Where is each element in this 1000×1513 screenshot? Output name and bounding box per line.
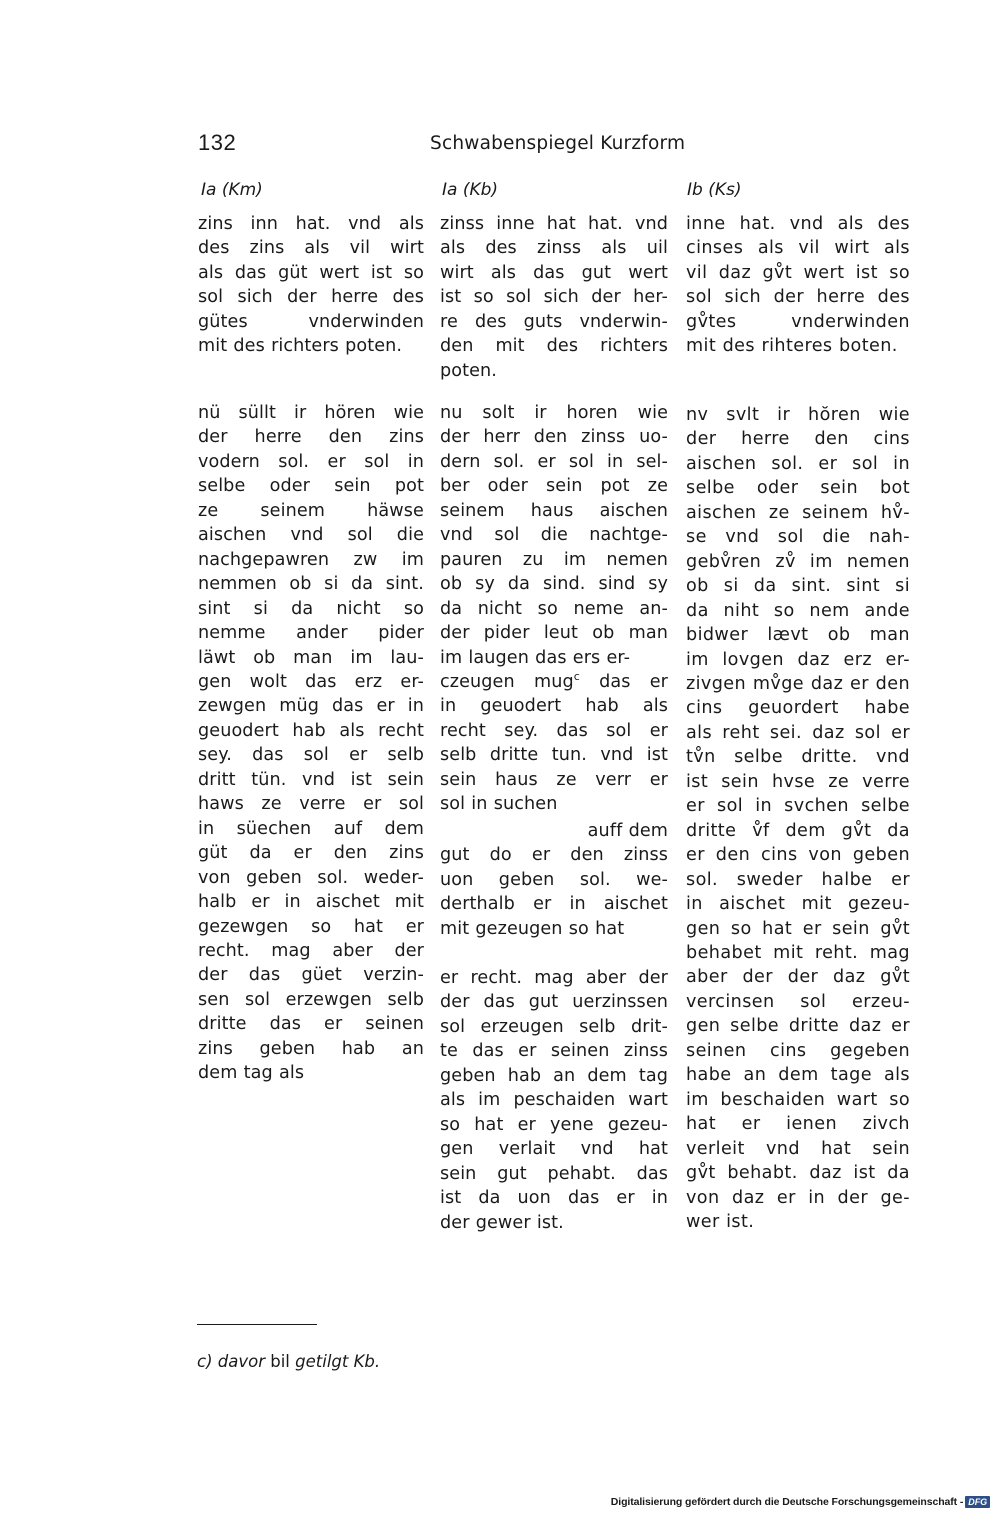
kb-b2a-line: da nicht so neme an-	[440, 598, 668, 619]
km-b1-line: sol sich der herre des	[198, 287, 424, 308]
km-b2-line: nü süllt ir hören wie	[198, 403, 424, 423]
kb-b2b-line: selb dritte tun. vnd ist	[440, 745, 668, 766]
ks-b2-line: in aischet mit gezeu-	[686, 894, 910, 915]
kb-mug-after: das er	[579, 671, 668, 692]
footnote-roman: bil	[270, 1352, 290, 1371]
kb-b2a-line: der pider leut ob man	[440, 623, 668, 644]
ks-b2-line: der herre den cins	[686, 429, 910, 450]
ks-b2-line: verleit vnd hat sein	[686, 1138, 910, 1159]
km-b2-line: gezewgen so hat er	[198, 916, 424, 937]
km-b1-line: mit des richters poten.	[198, 336, 403, 357]
km-b2-line: der das güet verzin-	[198, 965, 424, 986]
kb-b2a-line: der herr den zinss uo-	[440, 427, 668, 448]
kb-b1-line: als des zinss als uil	[440, 238, 668, 259]
ks-b2-line: bidwer lævt ob man	[686, 625, 910, 646]
ks-b2-line: vercinsen sol erzeu-	[686, 991, 910, 1012]
ks-b2-line: hat er ienen zivch	[686, 1114, 910, 1135]
kb-b4-line: als im peschaiden wart	[440, 1090, 668, 1111]
ks-b2-line: cins geuordert habe	[686, 698, 910, 719]
kb-b3-line: gut do er den zinss	[440, 845, 668, 866]
kb-b2a-line: seinem haus aischen	[440, 500, 668, 521]
ks-b2-line: da niht so nem ande	[686, 600, 910, 621]
ks-b2-line: wer ist.	[686, 1211, 755, 1232]
km-b2-line: aischen vnd sol die	[198, 525, 424, 546]
km-b2-line: dritt tün. vnd ist sein	[198, 769, 424, 790]
km-b2-line: sint si da nicht so	[198, 598, 424, 619]
column-heading-km: Ia (Km)	[201, 180, 263, 200]
column-ks	[686, 212, 910, 359]
ks-b2-line: im lovgen daz erz er-	[686, 649, 910, 670]
kb-b2b-line: recht sey. das sol er	[440, 720, 668, 741]
kb-b1-line: poten.	[440, 360, 497, 381]
ks-block-1	[686, 212, 910, 359]
footnote-italic-1: davor	[217, 1352, 265, 1371]
footnote-mark-c: c	[573, 670, 580, 684]
km-b1-line: als das güt wert ist so	[198, 262, 424, 283]
kb-footnote-line	[440, 670, 668, 694]
ks-b2-line: sol. sweder halbe er	[686, 869, 910, 890]
km-b2-line: von geben sol. weder-	[198, 867, 424, 888]
ks-b2-line: gen selbe dritte daz er	[686, 1016, 910, 1037]
km-b2-line: selbe oder sein pot	[198, 476, 424, 497]
ks-b2-line: ist sein hvse ze verre	[686, 771, 910, 792]
kb-b2a-line: ber oder sein pot ze	[440, 476, 668, 497]
kb-b3-line: mit gezeugen so hat	[440, 918, 625, 939]
ks-b2-line: ob si da sint. sint si	[686, 576, 910, 597]
km-b1-line: zins inn hat. vnd als	[198, 214, 424, 234]
km-b2-line: in süechen auf dem	[198, 818, 424, 839]
kb-b1-line: den mit des richters	[440, 336, 668, 357]
footnote	[197, 1352, 380, 1371]
kb-b4-line: er recht. mag aber der	[440, 968, 668, 988]
column-kb-third	[440, 819, 668, 941]
kb-b2a-line: dern sol. er sol in sel-	[440, 451, 668, 472]
ks-b2-line: seinen cins gegeben	[686, 1040, 910, 1061]
dfg-credit-text: Digitalisierung gefördert durch die Deutsche Forschungsgemeinschaft -	[610, 1496, 964, 1508]
ks-b2-line: gebv̊ren zv̊ im nemen	[686, 551, 910, 572]
ks-b2-line: von daz er in der ge-	[686, 1187, 910, 1208]
km-b2-line: ze seinem häwse	[198, 500, 424, 521]
km-block-1	[198, 212, 424, 359]
ks-b1-line: sol sich der herre des	[686, 287, 910, 308]
column-heading-ks: Ib (Ks)	[687, 180, 742, 200]
kb-b2a-line: pauren zu im nemen	[440, 549, 668, 570]
kb-b3-line: uon geben sol. we-	[440, 869, 668, 890]
ks-b2-line: zivgen mv̊ge daz er den	[686, 673, 910, 694]
column-km-second	[198, 401, 424, 1086]
ks-b2-line: nv svlt ir hŏren wie	[686, 405, 910, 425]
kb-b4-line: ist da uon das er in	[440, 1188, 668, 1209]
kb-b4-line: geben hab an dem tag	[440, 1065, 668, 1086]
km-b2-line: halb er in aischet mit	[198, 892, 424, 913]
km-b2-line: sen sol erzewgen selb	[198, 989, 424, 1010]
ks-b2-line: aischen sol. er sol in	[686, 453, 910, 474]
kb-b4-line: te das er seinen zinss	[440, 1041, 668, 1062]
kb-b4-line: gen verlait vnd hat	[440, 1139, 668, 1160]
ks-b2-line: gv̊t behabt. daz ist da	[686, 1163, 910, 1184]
kb-b2a-line: im laugen das ers er-	[440, 647, 631, 668]
dfg-credit	[611, 1496, 990, 1508]
column-km	[198, 212, 424, 359]
kb-b4-line: sein gut pehabt. das	[440, 1163, 668, 1184]
km-b2-line: recht. mag aber der	[198, 940, 424, 961]
kb-block-1	[440, 212, 668, 383]
km-b2-line: sey. das sol er selb	[198, 745, 424, 766]
km-b2-line: nemmen ob si da sint.	[198, 574, 424, 595]
km-b2-line: gen wolt das erz er-	[198, 671, 424, 692]
km-b2-line: nemme ander pider	[198, 623, 424, 644]
ks-b2-line: tv̊n selbe dritte. vnd	[686, 747, 910, 768]
column-ks-second	[686, 403, 910, 1234]
footnote-rule	[197, 1324, 317, 1325]
ks-b1-line: cinses als vil wirt als	[686, 238, 910, 259]
kb-b2a-line: vnd sol die nachtge-	[440, 525, 668, 546]
column-kb-second	[440, 401, 668, 817]
km-b2-line: nachgepawren zw im	[198, 549, 424, 570]
dfg-logo: DFG	[965, 1496, 990, 1508]
kb-b4-line: sol erzeugen selb drit-	[440, 1016, 668, 1037]
km-b2-line: der herre den zins	[198, 427, 424, 448]
km-b2-line: läwt ob man im lau-	[198, 647, 424, 668]
ks-b2-line: er sol in svchen selbe	[686, 796, 910, 817]
kb-b4-line: der gewer ist.	[440, 1212, 564, 1233]
kb-b1-line: ist so sol sich der her-	[440, 287, 668, 308]
km-b2-line: dritte das er seinen	[198, 1014, 424, 1035]
kb-b4-line: so hat er yene gezeu-	[440, 1114, 668, 1135]
ks-b2-line: selbe oder sein bot	[686, 478, 910, 499]
km-b2-line: güt da er den zins	[198, 843, 424, 864]
kb-b2b-line: in geuodert hab als	[440, 696, 668, 717]
kb-block-2b	[440, 694, 668, 816]
ks-b2-line: aber der der daz gv̊t	[686, 967, 910, 988]
ks-b2-line: se vnd sol die nah-	[686, 527, 910, 548]
kb-b1-line: zinss inne hat hat. vnd	[440, 214, 668, 234]
km-b2-line: vodern sol. er sol in	[198, 451, 424, 472]
ks-b2-line: im beschaiden wart so	[686, 1089, 910, 1110]
kb-block-3	[440, 843, 668, 941]
km-b2-line: haws ze verre er sol	[198, 794, 424, 815]
km-b2-line: dem tag als	[198, 1063, 305, 1084]
footnote-label: c)	[197, 1352, 213, 1371]
ks-b1-line: vil daz gv̊t wert ist so	[686, 262, 910, 283]
kb-b2a-line: nu solt ir horen wie	[440, 403, 668, 423]
kb-b2b-line: sein haus ze verr er	[440, 769, 668, 790]
kb-b4-line: der das gut uerzinssen	[440, 992, 668, 1013]
kb-b2a-line: ob sy da sind. sind sy	[440, 574, 668, 595]
ks-b1-line: gv̊tes vnderwinden	[686, 311, 910, 332]
ks-b2-line: er den cins von geben	[686, 845, 910, 866]
footnote-italic-2: getilgt Kb.	[295, 1352, 381, 1371]
kb-block-3-first: auff dem	[587, 821, 668, 841]
km-b1-line: gütes vnderwinden	[198, 311, 424, 332]
km-b1-line: des zins als vil wirt	[198, 238, 424, 259]
ks-b2-line: habe an dem tage als	[686, 1065, 910, 1086]
ks-b1-line: inne hat. vnd als des	[686, 214, 910, 234]
column-kb	[440, 212, 668, 383]
km-block-2	[198, 401, 424, 1086]
ks-b1-line: mit des rihteres boten.	[686, 336, 898, 357]
column-heading-kb: Ia (Kb)	[442, 180, 499, 200]
page-number: 132	[198, 130, 237, 155]
kb-block-2a	[440, 401, 668, 670]
km-b2-line: zins geben hab an	[198, 1038, 424, 1059]
kb-b2b-line: sol in suchen	[440, 794, 558, 815]
ks-b2-line: als reht sei. daz sol er	[686, 722, 910, 743]
kb-b3-line: derthalb er in aischet	[440, 894, 668, 915]
km-b2-line: zewgen müg das er in	[198, 696, 424, 717]
km-b2-line: geuodert hab als recht	[198, 720, 424, 741]
ks-block-2	[686, 403, 910, 1234]
column-kb-fourth	[440, 966, 668, 1235]
ks-b2-line: gen so hat er sein gv̊t	[686, 918, 910, 939]
ks-b2-line: aischen ze seinem hv̊-	[686, 502, 910, 523]
kb-mug-before: czeugen mug	[440, 671, 574, 692]
ks-b2-line: behabet mit reht. mag	[686, 942, 910, 963]
kb-b1-line: wirt als das gut wert	[440, 262, 668, 283]
running-title: Schwabenspiegel Kurzform	[430, 133, 686, 154]
kb-b1-line: re des guts vnderwin-	[440, 311, 668, 332]
kb-block-4	[440, 966, 668, 1235]
ks-b2-line: dritte v̊f dem gv̊t da	[686, 820, 910, 841]
